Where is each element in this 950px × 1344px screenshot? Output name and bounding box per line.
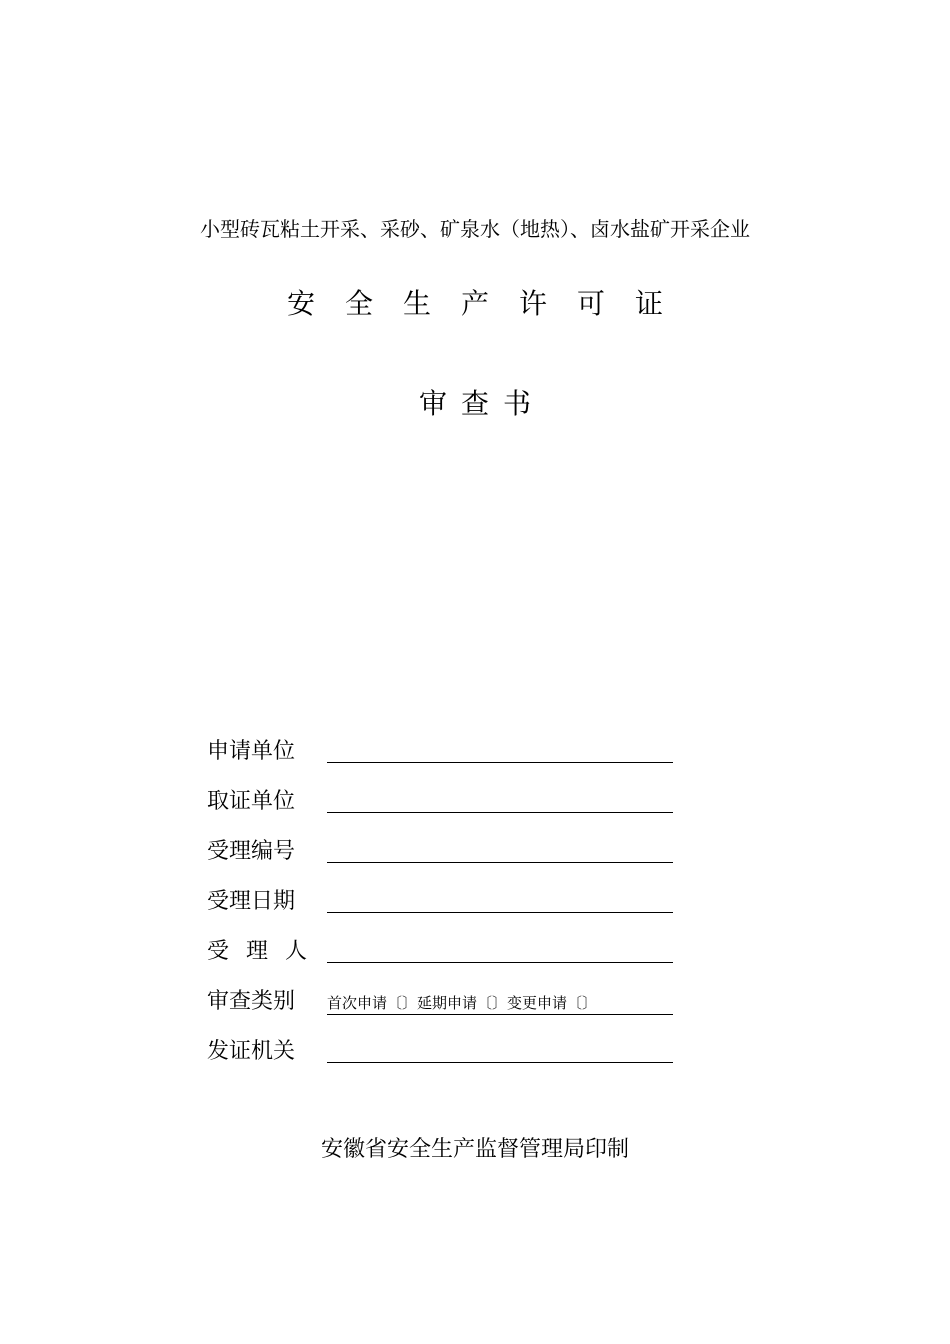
form-row-acceptance-date: [207, 884, 677, 934]
document-title: 安全生产许可证: [286, 287, 693, 320]
document-subheading: 审查书: [418, 387, 545, 420]
field-label-certificate-holder: 取证单位: [207, 789, 296, 814]
field-line-issuing-authority[interactable]: [327, 1062, 673, 1063]
field-line-applicant[interactable]: [327, 762, 673, 763]
field-label-issuing-authority: 发证机关: [207, 1039, 296, 1064]
field-label-acceptor: 受理人: [207, 939, 325, 964]
review-category-options[interactable]: 首次申请〔〕延期申请〔〕变更申请〔〕: [327, 992, 673, 1015]
form-row-acceptance-number: [207, 834, 677, 884]
field-label-applicant: 申请单位: [207, 739, 296, 764]
field-label-acceptance-date: 受理日期: [207, 889, 296, 914]
application-form: [207, 734, 677, 1084]
field-line-acceptance-number[interactable]: [327, 862, 673, 863]
form-row-applicant: [207, 734, 677, 784]
field-label-acceptance-number: 受理编号: [207, 839, 296, 864]
document-subtitle: 小型砖瓦粘土开采、采砂、矿泉水（地热）、卤水盐矿开采企业: [200, 217, 750, 241]
form-row-certificate-holder: [207, 784, 677, 834]
form-row-issuing-authority: [207, 1034, 677, 1084]
field-label-review-category: 审查类别: [207, 989, 296, 1014]
form-row-acceptor: [207, 934, 677, 984]
document-footer: 安徽省安全生产监督管理局印制: [320, 1137, 629, 1162]
field-line-acceptor[interactable]: [327, 962, 673, 963]
field-line-certificate-holder[interactable]: [327, 812, 673, 813]
form-row-review-category: [207, 984, 677, 1034]
field-line-acceptance-date[interactable]: [327, 912, 673, 913]
